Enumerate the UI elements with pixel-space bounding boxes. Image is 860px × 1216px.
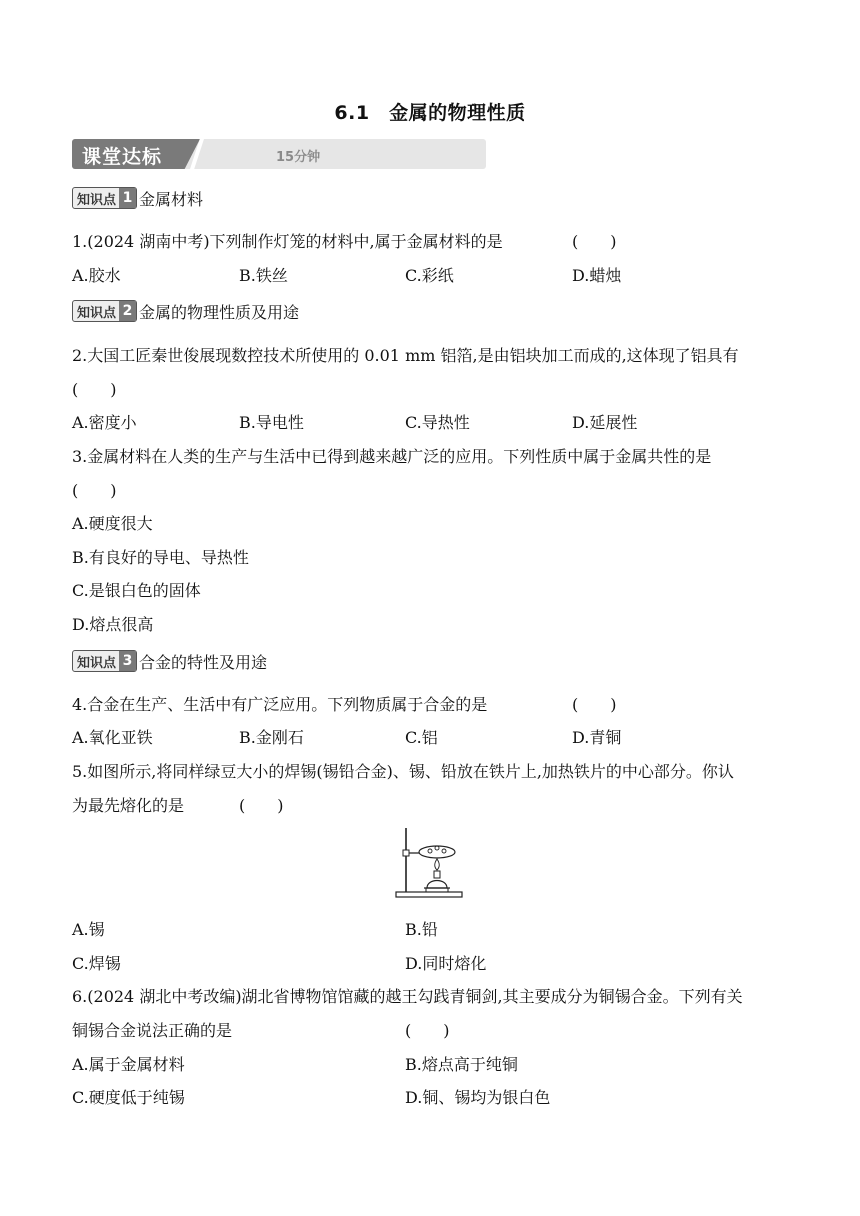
kp-badge: 知识点 1 [72, 187, 137, 209]
banner-tag-text: 课堂达标 [82, 146, 163, 168]
kp-number: 1 [119, 188, 136, 208]
knowledge-point-1 [72, 185, 203, 211]
question-6-bracket: ( ) [405, 1021, 450, 1040]
q4-option-a: A.氧化亚铁 [72, 728, 153, 747]
kp-label: 金属材料 [139, 189, 204, 209]
q2-option-c: C.导热性 [405, 413, 470, 432]
q1-option-b: B.铁丝 [239, 266, 288, 285]
kp-label: 金属的物理性质及用途 [139, 302, 300, 322]
kp-badge: 知识点 3 [72, 650, 137, 672]
q3-option-d: D.熔点很高 [72, 615, 154, 634]
kp-label: 合金的特性及用途 [139, 652, 268, 672]
q2-option-d: D.延展性 [572, 413, 638, 432]
q5-option-b: B.铅 [405, 920, 438, 939]
question-5-text-line1: 5.如图所示,将同样绿豆大小的焊锡(锡铅合金)、锡、铅放在铁片上,加热铁片的中心部分。你认 [72, 762, 734, 781]
q5-option-a: A.锡 [72, 920, 105, 939]
clamp-boss [403, 850, 409, 856]
q1-option-d: D.蜡烛 [572, 266, 622, 285]
question-5-bracket: ( ) [239, 796, 284, 815]
q6-option-d: D.铜、锡均为银白色 [405, 1088, 551, 1107]
kp-badge: 知识点 2 [72, 300, 137, 322]
q6-option-b: B.熔点高于纯铜 [405, 1055, 518, 1074]
question-5-text-line2: 为最先熔化的是 [72, 796, 185, 815]
heating-apparatus-figure [394, 826, 464, 898]
q6-option-c: C.硬度低于纯锡 [72, 1088, 185, 1107]
knowledge-point-3 [72, 648, 267, 674]
q4-option-b: B.金刚石 [239, 728, 304, 747]
q3-option-a: A.硬度很大 [72, 514, 153, 533]
question-2-text: 2.大国工匠秦世俊展现数控技术所使用的 0.01 mm 铝箔,是由铝块加工而成的,这体现了铝具有 [72, 346, 739, 365]
banner-time: 15分钟 [276, 150, 321, 165]
section-banner [72, 139, 486, 169]
question-3-text: 3.金属材料在人类的生产与生活中已得到越来越广泛的应用。下列性质中属于金属共性的是 [72, 447, 712, 466]
question-4-text: 4.合金在生产、生活中有广泛应用。下列物质属于合金的是 [72, 695, 488, 714]
q5-option-d: D.同时熔化 [405, 954, 487, 973]
question-6-text-line1: 6.(2024 湖北中考改编)湖北省博物馆馆藏的越王勾践青铜剑,其主要成分为铜锡合金。下列有关 [72, 987, 743, 1006]
q3-option-c: C.是银白色的固体 [72, 581, 201, 600]
page-title: 6.1 金属的物理性质 [334, 102, 526, 124]
q2-option-a: A.密度小 [72, 413, 137, 432]
question-3-bracket: ( ) [72, 481, 117, 500]
q4-option-d: D.青铜 [572, 728, 622, 747]
q2-option-b: B.导电性 [239, 413, 304, 432]
stand-base [396, 892, 462, 897]
question-1-text: 1.(2024 湖南中考)下列制作灯笼的材料中,属于金属材料的是 [72, 232, 503, 251]
iron-plate [419, 846, 455, 858]
flame [435, 859, 440, 870]
knowledge-point-2 [72, 298, 299, 324]
question-6-text-line2: 铜锡合金说法正确的是 [72, 1021, 233, 1040]
kp-number: 2 [119, 301, 136, 321]
q5-option-c: C.焊锡 [72, 954, 121, 973]
question-2-bracket: ( ) [72, 380, 117, 399]
question-1-bracket: ( ) [572, 232, 617, 251]
alcohol-lamp [427, 881, 447, 889]
q1-option-a: A.胶水 [72, 266, 121, 285]
kp-number: 3 [119, 651, 136, 671]
q1-option-c: C.彩纸 [405, 266, 454, 285]
q6-option-a: A.属于金属材料 [72, 1055, 185, 1074]
lamp-neck [434, 871, 440, 878]
q4-option-c: C.铝 [405, 728, 438, 747]
q3-option-b: B.有良好的导电、导热性 [72, 548, 249, 567]
question-4-bracket: ( ) [572, 695, 617, 714]
